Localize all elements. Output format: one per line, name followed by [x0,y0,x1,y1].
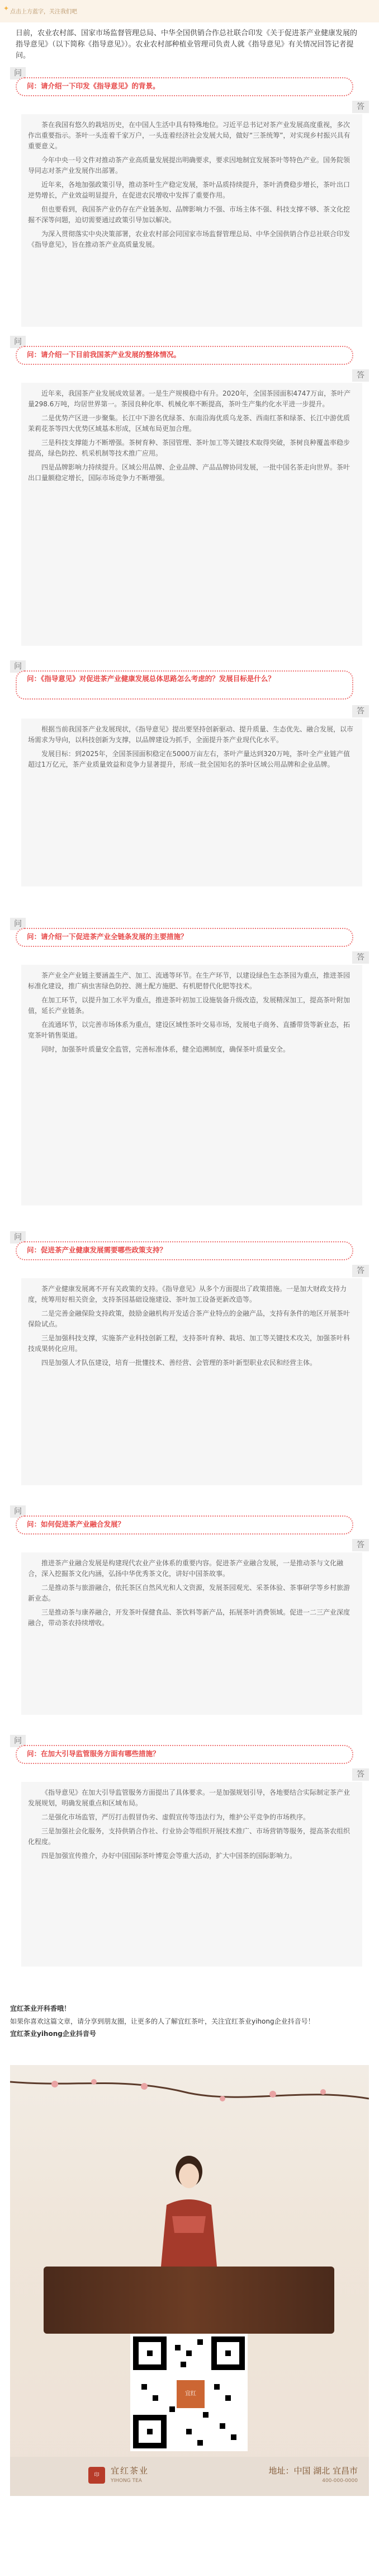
answer-paragraph: 三是科技支撑能力不断增强。茶树育种、茶园管理、茶叶加工等关键技术取得突破，茶树良种覆盖率稳步提高，绿色防控、机采机制等技术推广应用。 [28,439,350,457]
answer-paragraph: 二是完善金融保险支持政策，鼓励金融机构开发适合茶产业特点的金融产品，支持有条件的地区开展茶叶保险试点。 [28,1310,350,1328]
answer-paragraph: 今年中央一号文件对推动茶产业高质量发展提出明确要求，要求因地制宜发展茶叶等特色产业。国务院领导同志对茶产业发展作出部署。 [28,156,350,175]
answer-paragraph: 三是推动茶与康养融合，开发茶叶保健食品、茶饮料等新产品，拓展茶叶消费领域。促进一二三产业深度融合，带动茶农持续增收。 [28,1608,350,1627]
brand-address: 地址：中国 湖北 宜昌市 [268,2466,358,2476]
question-text: 问：如何促进茶产业融合发展？ [27,1520,125,1528]
question-label: 问 [10,336,26,348]
answer-paragraph: 《指导意见》在加大引导监管服务方面提出了具体要求。一是加强规划引导，各地要结合实际制定茶产业发展规划，明确发展重点和区域布局。 [28,1789,350,1807]
answer-paragraph: 二是推动茶与旅游融合，依托茶区自然风光和人文资源，发展茶园观光、采茶体验、茶事研学等乡村旅游新业态。 [28,1584,350,1602]
question-label: 问 [10,1231,26,1244]
answer-paragraph: 四是加强人才队伍建设，培育一批懂技术、善经营、会管理的茶叶新型职业农民和经营主体。 [41,1359,317,1367]
answer-paragraph: 三是加强科技支撑，实施茶产业科技创新工程，支持茶叶育种、栽培、加工等关键技术攻关，加强茶叶科技成果转化应用。 [28,1334,350,1353]
question-text: 问：促进茶产业健康发展需要哪些政策支持？ [27,1246,167,1254]
question-label: 问 [10,918,26,930]
answer-label: 答 [352,1265,369,1277]
answer-paragraph: 二是强化市场监管，严厉打击假冒伪劣、虚假宣传等违法行为，维护公平竞争的市场秩序。 [41,1813,310,1821]
plum-branch-decoration [10,2065,369,2132]
answer-paragraph: 为深入贯彻落实中央决策部署，农业农村部会同国家市场监督管理总局、中华全国供销合作总社联合印发《指导意见》，旨在推动茶产业高质量发展。 [28,230,350,248]
answer-paragraph: 根据当前我国茶产业发展现状，《指导意见》提出要坚持创新驱动、提升质量、生态优先、融合发展，以市场需求为导向，以科技创新为支撑，以品牌建设为抓手，全面提升茶产业现代化水平。 [28,725,354,744]
answer-paragraph: 发展目标：到2025年，全国茶园面积稳定在5000万亩左右，茶叶产量达到320万吨，茶叶全产业链产值超过1万亿元，茶产业质量效益和竞争力显著提升，形成一批全国知名的茶叶区域公用品牌和企业品牌。 [28,750,350,768]
footer-company[interactable]: 宜红茶业yihong企业抖音号 [10,2030,96,2038]
answer-paragraph: 四是加强宣传推介，办好中国国际茶叶博览会等重大活动，扩大中国茶的国际影响力。 [41,1852,297,1860]
tea-master-figure [150,2149,228,2267]
answer-paragraph: 推进茶产业融合发展是构建现代农业产业体系的重要内容。促进茶产业融合发展，一是推动茶与文化融合，深入挖掘茶文化内涵，弘扬中华优秀茶文化，讲好中国茶故事。 [28,1559,344,1578]
answer-label: 答 [352,705,369,717]
answer-body [21,719,362,886]
question-label: 问 [10,1505,26,1518]
answer-body [21,965,362,1205]
answer-label: 答 [352,101,369,113]
answer-paragraph: 茶产业全产业链主要涵盖生产、加工、流通等环节。在生产环节，以建设绿色生态茶园为重点，推进茶园标准化建设，推广病虫害绿色防控、测土配方施肥、有机肥替代化肥等技术。 [28,972,350,990]
qr-center-logo: 宜红 [175,2378,206,2410]
answer-label: 答 [352,1768,369,1781]
answer-label: 答 [352,1539,369,1551]
top-banner [0,0,379,22]
answer-body [21,383,362,646]
brand-sub: YIHONG TEA [111,2478,142,2484]
brand-name: 宜红茶业 [111,2466,149,2476]
answer-paragraph: 近年来，各地加强政策引导，推动茶叶生产稳定发展，茶叶品质持续提升，茶叶消费稳步增长，茶叶出口逆势增长，产业效益明显提升，在促进农民增收中发挥了重要作用。 [28,181,350,199]
brand-poster [10,2065,369,2496]
question-text: 问：请介绍一下印发《指导意见》的背景。 [27,82,160,90]
answer-body [21,1278,362,1485]
answer-label: 答 [352,369,369,382]
answer-label: 答 [352,951,369,964]
footer [10,2003,368,2038]
answer-body [21,1552,362,1715]
answer-paragraph: 但也要看到，我国茶产业仍存在产业链条短、品牌影响力不强、市场主体不强、科技支撑不够、茶文化挖掘不深等问题，迫切需要通过政策引导加以解决。 [28,205,350,224]
question-text: 问：请介绍一下目前我国茶产业发展的整体情况。 [27,350,181,359]
question-text: 问：《指导意见》对促进茶产业健康发展总体思路怎么考虑的？发展目标是什么？ [27,674,275,683]
question-label: 问 [10,67,26,79]
answer-paragraph: 在加工环节，以提升加工水平为重点，推进茶叶初加工设施装备升级改造，发展精深加工，提高茶叶附加值，延长产业链条。 [28,996,350,1015]
question-label: 问 [10,660,26,673]
answer-paragraph: 茶在我国有悠久的栽培历史，在中国人生活中具有特殊地位。习近平总书记对茶产业发展高度重视，多次作出重要指示。茶叶一头连着千家万户，一头连着经济社会发展大局，做好“三茶统筹”，对实现乡村振兴具有重要意义。 [28,121,350,150]
brand-seal-icon: 印 [88,2467,105,2484]
answer-body [21,114,362,327]
answer-paragraph: 茶产业健康发展离不开有关政策的支持。《指导意见》从多个方面提出了政策措施。一是加大财政支持力度，统筹用好相关资金，支持茶园基础设施建设、茶叶加工设备更新改造等。 [28,1285,347,1303]
tea-table [44,2267,334,2334]
question-text: 问：在加大引导监管服务方面有哪些措施？ [27,1749,160,1758]
intro-paragraph: 日前，农业农村部、国家市场监督管理总局、中华全国供销合作总社联合印发《关于促进茶产业健康发展的指导意见》（以下简称《指导意见》）。农业农村部种植业管理司负责人就《指导意见》有关情况回答记者提问。 [16,29,358,60]
answer-paragraph: 三是加强社会化服务，支持供销合作社、行业协会等组织开展技术推广、市场营销等服务，提高茶农组织化程度。 [28,1827,350,1846]
footer-title: 宜红茶业开科香哦！ [10,2005,71,2012]
footer-follow-text: 如果你喜欢这篇文章，请分享到朋友圈，让更多的人了解宜红茶叶，关注宜红茶业yihong企业抖音号！ [10,2017,315,2025]
star-icon: ✦ [3,4,10,12]
answer-paragraph: 二是优势产区进一步聚集。长江中下游名优绿茶、东南沿海优质乌龙茶、西南红茶和绿茶、长江中游优质茉莉花茶等四大优势区域基本形成，区域布局更加合理。 [28,414,350,433]
brand-tel: 400-000-0000 [322,2478,358,2484]
follow-tag[interactable]: 点击上方蓝字，关注我们吧 [10,9,77,15]
question-text: 问：请介绍一下促进茶产业全链条发展的主要措施？ [27,932,188,941]
answer-paragraph: 四是品牌影响力持续提升。区域公用品牌、企业品牌、产品品牌协同发展，一批中国名茶走向世界。茶叶出口量额稳定增长，国际市场竞争力不断增强。 [28,463,350,482]
question-label: 问 [10,1735,26,1747]
brand-strip [10,2457,369,2496]
answer-body [21,1782,362,1967]
answer-paragraph: 在流通环节，以完善市场体系为重点，建设区域性茶叶交易市场，发展电子商务、直播带货等新业态，拓宽茶叶销售渠道。 [28,1021,350,1039]
answer-paragraph: 同时，加强茶叶质量安全监管，完善标准体系，健全追溯制度，确保茶叶质量安全。 [41,1045,290,1053]
qr-code[interactable] [130,2334,248,2451]
answer-paragraph: 近年来，我国茶产业发展成效显著。一是生产规模稳中有升。2020年，全国茶园面积4747万亩，茶叶产量298.6万吨，均居世界第一。茶园良种化率、机械化率不断提高，茶叶生产集约化水平进一步提升。 [28,390,351,408]
